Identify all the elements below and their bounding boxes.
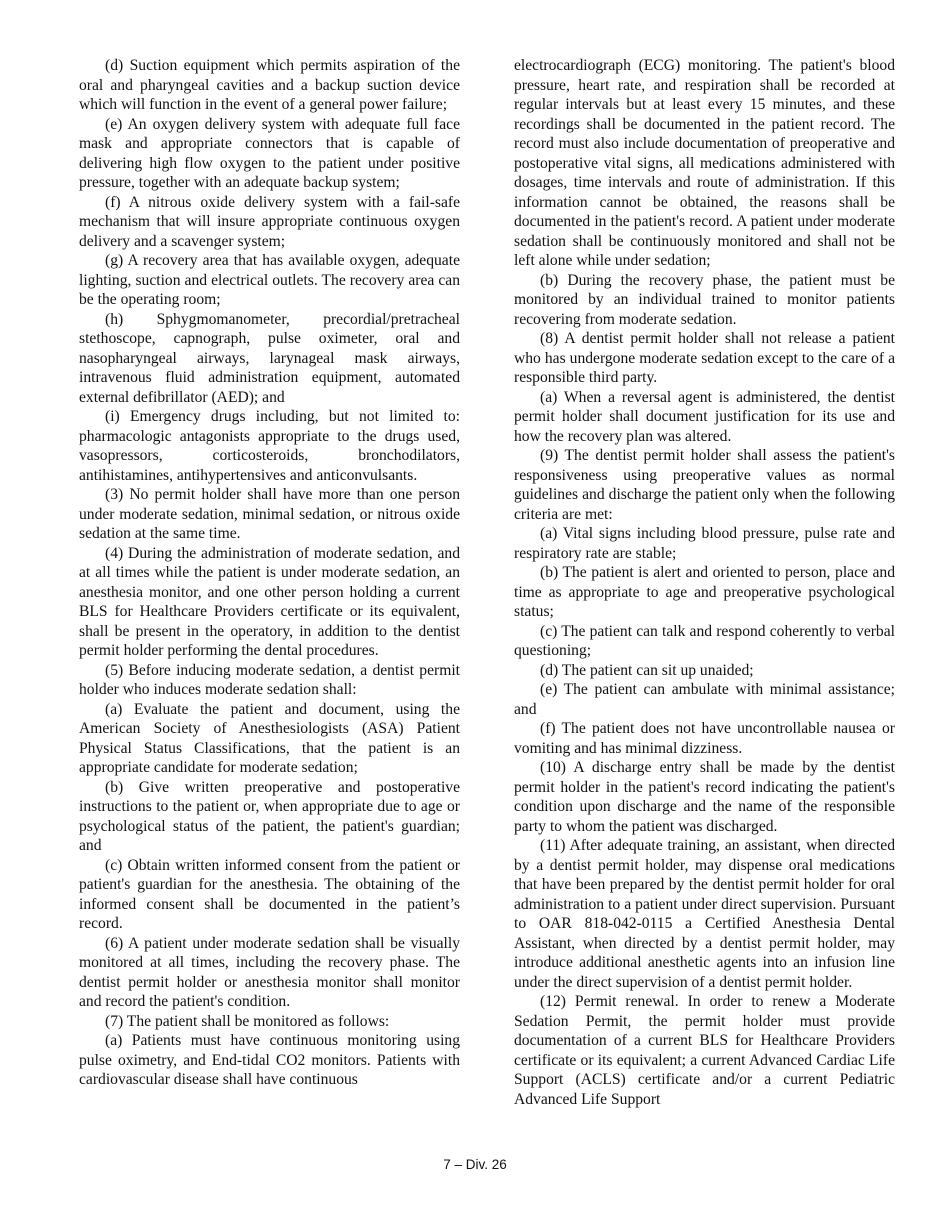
paragraph: (d) The patient can sit up unaided; bbox=[540, 661, 754, 679]
paragraph: (i) Emergency drugs including, but not limited to: pharmacologic antagonists appropriate to the drugs used, vasopressors, corticosteroids, bronchodilators, antihistamines, antihypertensives and anticonvulsants. bbox=[79, 408, 460, 484]
page-footer: 7 – Div. 26 bbox=[443, 1157, 507, 1172]
paragraph: (c) Obtain written informed consent from the patient or patient's guardian for the anesthesia. The obtaining of the informed consent shall be documented in the patient’s record. bbox=[79, 856, 460, 932]
paragraph: (c) The patient can talk and respond coherently to verbal questioning; bbox=[514, 622, 895, 659]
paragraph: (6) A patient under moderate sedation shall be visually monitored at all times, including the recovery phase. The dentist permit holder or anesthesia monitor shall monitor and record the patient's condition. bbox=[79, 934, 460, 1010]
paragraph: (b) Give written preoperative and postoperative instructions to the patient or, when appropriate due to age or psychological status of the patient, the patient's guardian; and bbox=[79, 778, 460, 854]
paragraph: (5) Before inducing moderate sedation, a dentist permit holder who induces moderate sedation shall: bbox=[79, 661, 460, 698]
paragraph: (d) Suction equipment which permits aspiration of the oral and pharyngeal cavities and a backup suction device which will function in the event of a general power failure; bbox=[79, 57, 460, 113]
paragraph: (b) The patient is alert and oriented to person, place and time as appropriate to age and preoperative psychological status; bbox=[514, 564, 895, 620]
paragraph: (11) After adequate training, an assistant, when directed by a dentist permit holder, may dispense oral medications that have been prepared by the dentist permit holder for oral administration to a patient under direct supervision. Pursuant to OAR 818-042-0115 a Certified Anesthesia Dental Assistant, when directed by a dentist permit holder, may introduce additional anesthetic agents into an infusion line under the direct supervision of a dentist permit holder. bbox=[514, 837, 895, 991]
left-column bbox=[79, 56, 460, 1090]
paragraph: (g) A recovery area that has available oxygen, adequate lighting, suction and electrical outlets. The recovery area can be the operating room; bbox=[79, 252, 460, 308]
paragraph: (7) The patient shall be monitored as follows: bbox=[105, 1012, 390, 1030]
paragraph: (4) During the administration of moderate sedation, and at all times while the patient is under moderate sedation, an anesthesia monitor, and one other person holding a current BLS for Healthcare Providers certificate or its equivalent, shall be present in the operatory, in addition to the dentist permit holder performing the dental procedures. bbox=[79, 544, 460, 659]
paragraph: (a) When a reversal agent is administered, the dentist permit holder shall document justification for its use and how the recovery plan was altered. bbox=[514, 388, 895, 445]
paragraph: (f) The patient does not have uncontrollable nausea or vomiting and has minimal dizziness. bbox=[514, 720, 895, 757]
paragraph: (12) Permit renewal. In order to renew a Moderate Sedation Permit, the permit holder must provide documentation of a current BLS for Healthcare Providers certificate or its equivalent; a current Advanced Cardiac Life Support (ACLS) certificate and/or a current Pediatric Advanced Life Support bbox=[514, 993, 895, 1108]
paragraph: (3) No permit holder shall have more than one person under moderate sedation, minimal sedation, or nitrous oxide sedation at the same time. bbox=[79, 486, 460, 542]
paragraph: (a) Patients must have continuous monitoring using pulse oximetry, and End-tidal CO2 monitors. Patients with cardiovascular disease shall have continuous bbox=[79, 1032, 460, 1088]
paragraph: (a) Vital signs including blood pressure, pulse rate and respiratory rate are stable; bbox=[514, 525, 895, 562]
paragraph: (h) Sphygmomanometer, precordial/pretracheal stethoscope, capnograph, pulse oximeter, oral and nasopharyngeal airways, larynageal mask airways, intravenous fluid administration equipment, automated external defibrillator (AED); and bbox=[79, 310, 460, 406]
paragraph: (e) An oxygen delivery system with adequate full face mask and appropriate connectors that is capable of delivering high flow oxygen to the patient under positive pressure, together with an adequate backup system; bbox=[79, 115, 460, 191]
paragraph: (10) A discharge entry shall be made by the dentist permit holder in the patient's record indicating the patient's condition upon discharge and the name of the responsible party to whom the patient was discharged. bbox=[514, 759, 895, 835]
paragraph: (9) The dentist permit holder shall assess the patient's responsiveness using preoperative values as normal guidelines and discharge the patient only when the following criteria are met: bbox=[514, 447, 895, 523]
right-column bbox=[514, 56, 895, 1109]
paragraph: (8) A dentist permit holder shall not release a patient who has undergone moderate sedation except to the care of a responsible third party. bbox=[514, 330, 895, 386]
paragraph-continuation: electrocardiograph (ECG) monitoring. The patient's blood pressure, heart rate, and respiration shall be recorded at regular intervals but at least every 15 minutes, and these recordings shall be documented in the patient record. The record must also include documentation of preoperative and postoperative vital signs, all medications administered with dosages, time intervals and route of administration. If this information cannot be obtained, the reasons shall be documented in the patient's record. A patient under moderate sedation shall be continuously monitored and shall not be left alone while under sedation; bbox=[514, 57, 895, 269]
paragraph: (e) The patient can ambulate with minimal assistance; and bbox=[514, 681, 895, 718]
paragraph: (b) During the recovery phase, the patient must be monitored by an individual trained to monitor patients recovering from moderate sedation. bbox=[514, 271, 895, 328]
paragraph: (f) A nitrous oxide delivery system with a fail-safe mechanism that will insure appropriate continuous oxygen delivery and a scavenger system; bbox=[79, 193, 460, 250]
paragraph: (a) Evaluate the patient and document, using the American Society of Anesthesiologists (ASA) Patient Physical Status Classifications, that the patient is an appropriate candidate for moderate sedation; bbox=[79, 700, 460, 776]
